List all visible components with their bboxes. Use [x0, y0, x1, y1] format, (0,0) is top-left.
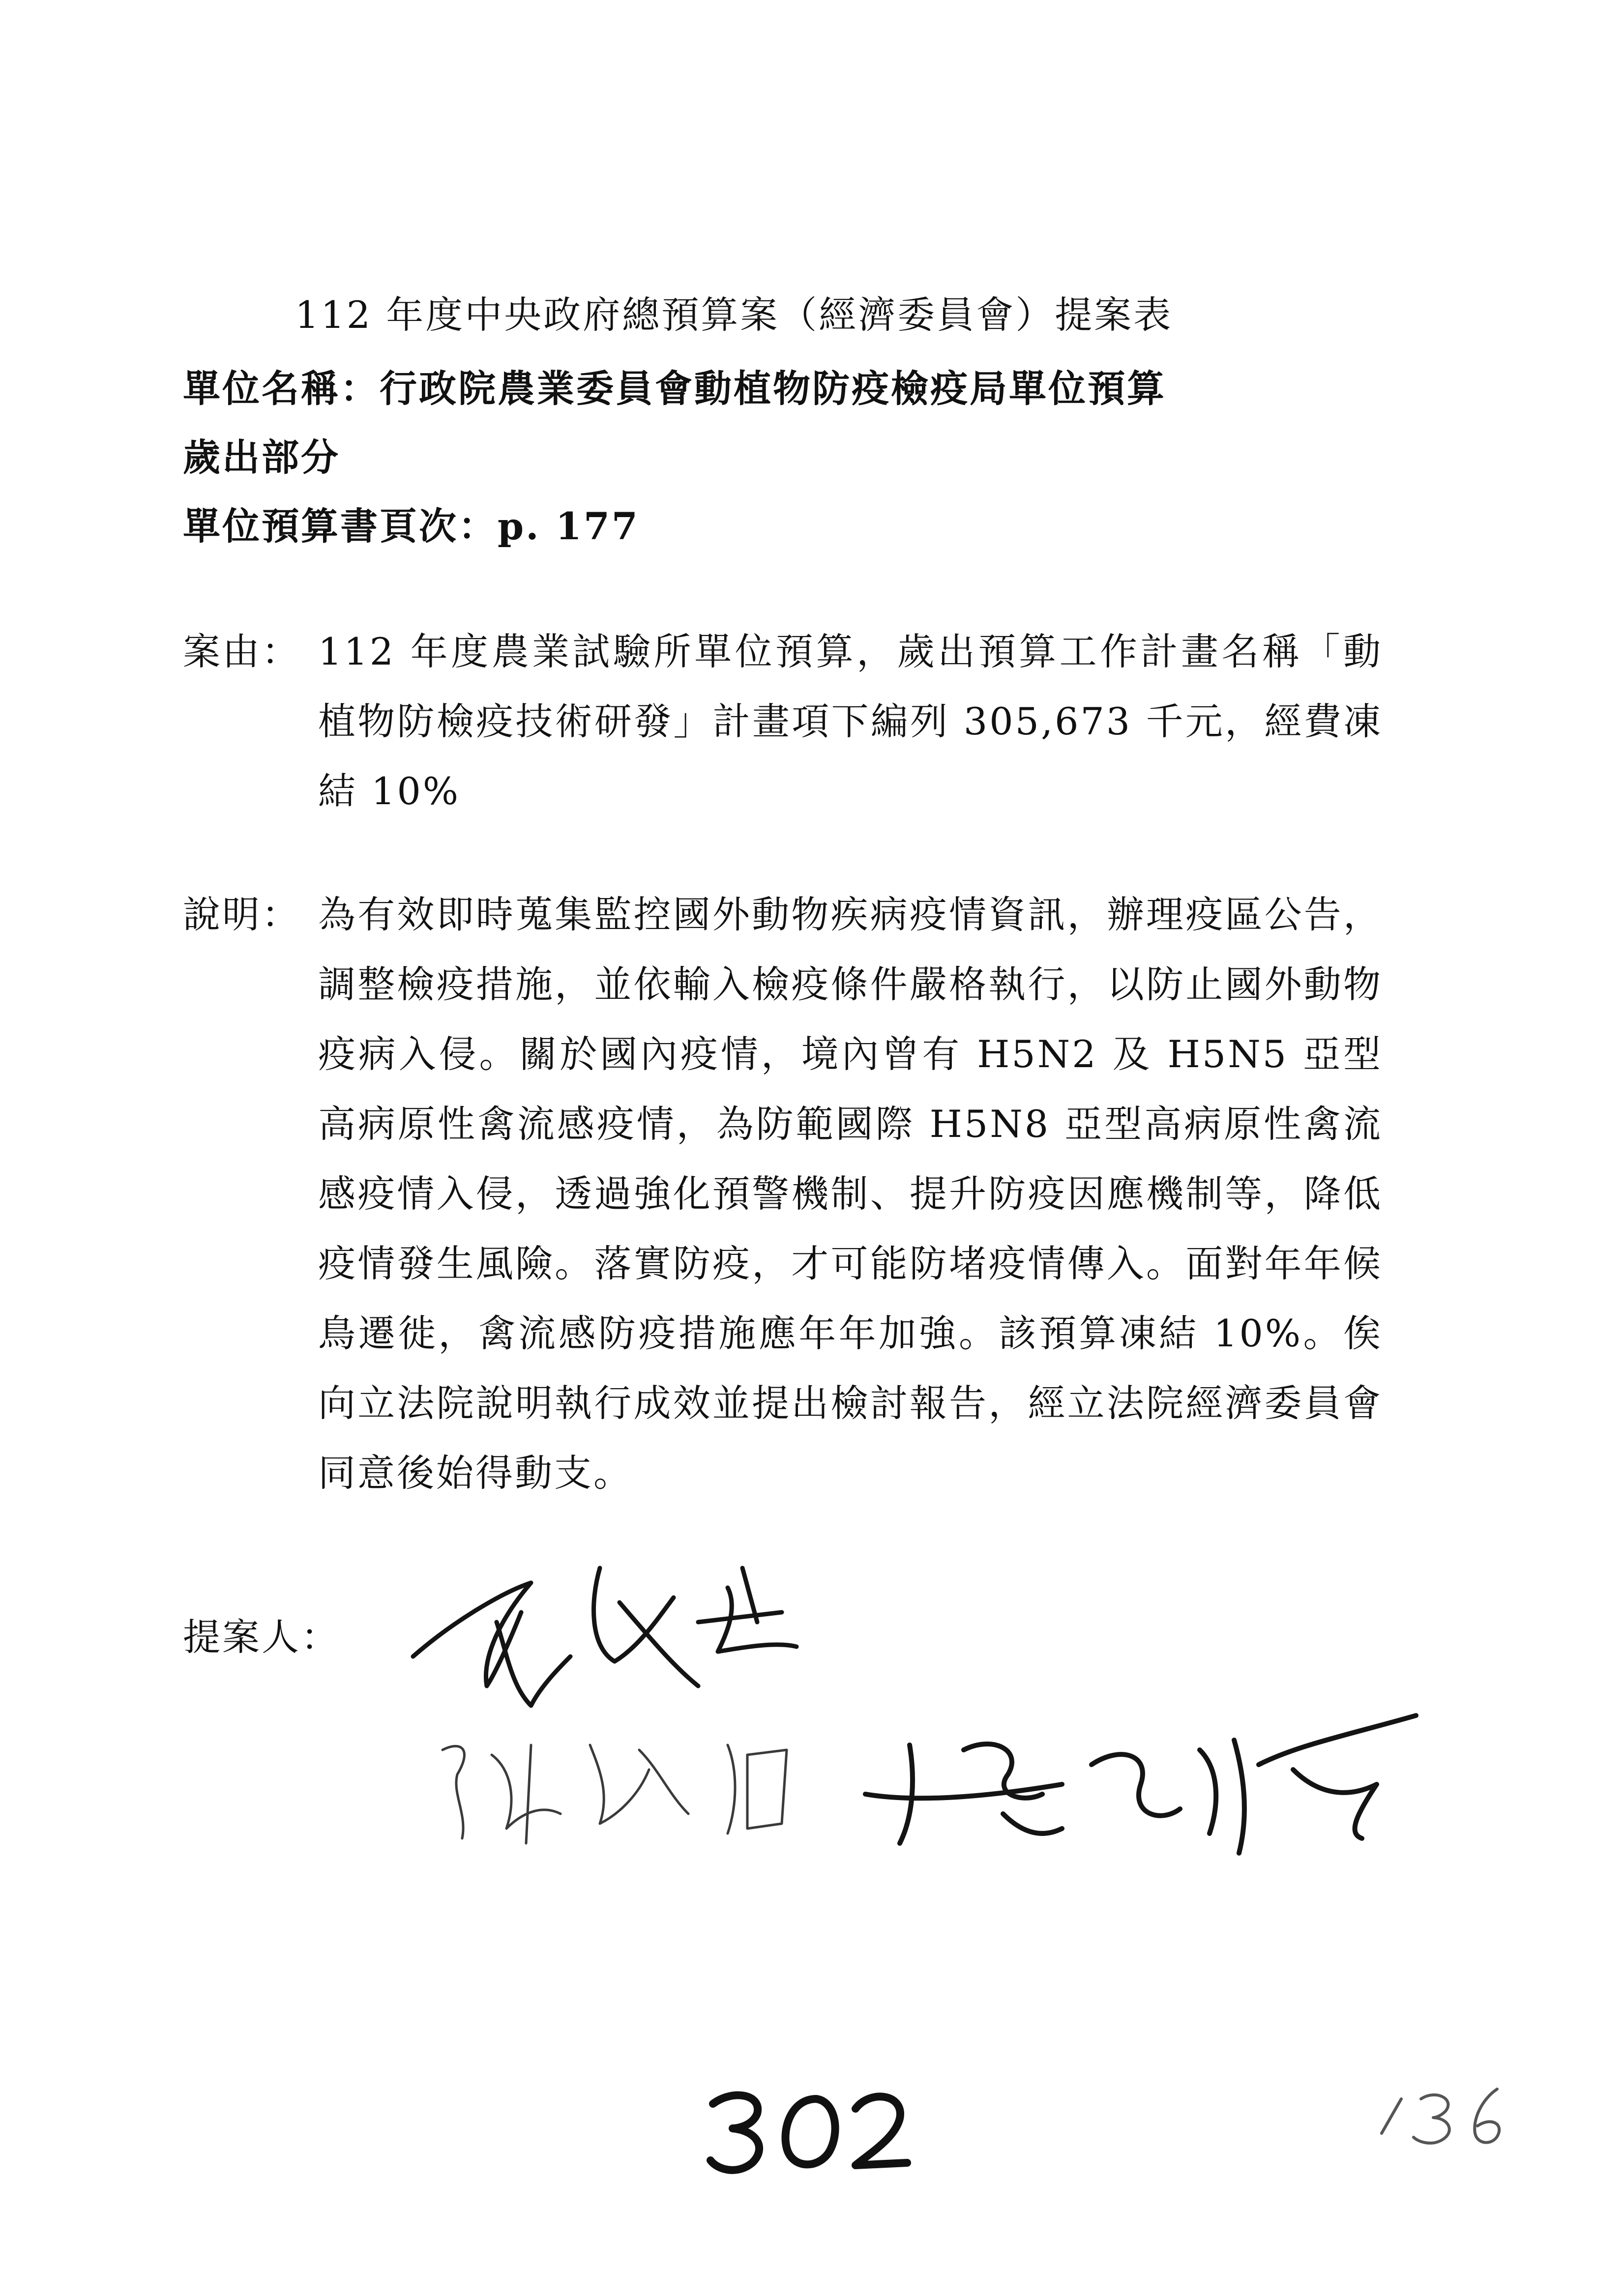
proposer-label: 提案人： [183, 1615, 340, 1659]
signature-1 [413, 1568, 797, 1706]
document-title: 112 年度中央政府總預算案（經濟委員會）提案表 [295, 293, 1173, 337]
reason-label: 案由： [183, 630, 301, 673]
handwritten-signatures [384, 1539, 1514, 1883]
handwritten-page-number [698, 2079, 915, 2178]
explanation-label: 說明： [183, 893, 301, 936]
explanation-text: 為有效即時蒐集監控國外動物疾病疫情資訊，辦理疫區公告，調整檢疫措施，並依輸入檢疫條件嚴格執行，以防止國外動物疫病入侵。關於國內疫情，境內曾有 H5N2 及 H5N5 亞型高病原性禽流感疫情，為防範國際 H5N8 亞型高病原性禽流感疫情入侵，透過強化預警機制、提升防疫因應機制等，降低疫情發生風險。落實防疫，才可能防堵疫情傳入。面對年年候鳥遷徙，禽流感防疫措施應年年加強。該預算凍結 10%。俟向立法院說明執行成效並提出檢討報告，經立法院經濟委員會同意後始得動支。 [318, 893, 1383, 1495]
budget-page-ref-line: 單位預算書頁次：p. 177 [183, 504, 640, 548]
handwritten-side-number [1367, 2069, 1514, 2153]
section-line: 歲出部分 [183, 436, 340, 479]
signature-2 [443, 1745, 787, 1843]
unit-name-line: 單位名稱：行政院農業委員會動植物防疫檢疫局單位預算 [183, 367, 1166, 410]
signature-3 [865, 1715, 1416, 1853]
explanation-block [183, 880, 1383, 1508]
reason-block [183, 617, 1383, 826]
reason-text: 112 年度農業試驗所單位預算，歲出預算工作計畫名稱「動植物防檢疫技術研發」計畫項下編列 305,673 千元，經費凍結 10% [318, 630, 1383, 813]
